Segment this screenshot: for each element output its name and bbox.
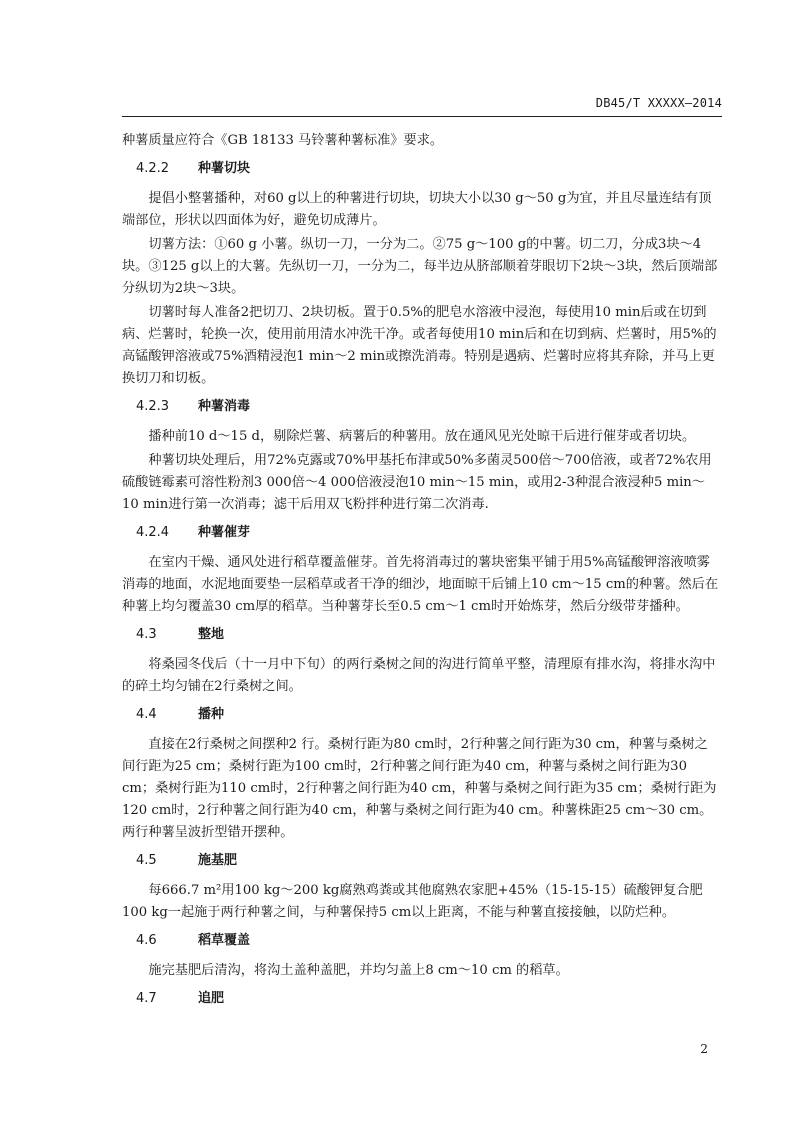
section-number: 4.4 [136, 707, 157, 722]
section-heading [122, 522, 720, 544]
paragraph: 种薯质量应符合《GB 18133 马铃薯种薯标准》要求。 [122, 133, 444, 148]
page-number: 2 [700, 1042, 708, 1056]
section-heading [122, 704, 720, 726]
paragraph: 将桑园冬伐后（十一月中下旬）的两行桑树之间的沟进行简单平整，清理原有排水沟，将排水沟中的碎土均匀铺在2行桑树之间。 [122, 657, 716, 694]
section-number: 4.7 [136, 991, 157, 1006]
section-heading [122, 158, 720, 180]
section-heading [122, 624, 720, 646]
section-title: 种薯消毒 [198, 399, 251, 414]
paragraph: 切薯时每人准备2把切刀、2块切板。置于0.5%的肥皂水溶液中浸泡，每使用10 min后或在切到病、烂薯时，轮换一次，使用前用清水冲洗干净。或者每使用10 min后和在切到病、烂薯时，用5%的高锰酸钾溶液或75%酒精浸泡1 min～2 min或擦洗消毒。特别是遇病、烂薯时应将其弃除，并马上更换切刀和切板。 [122, 305, 717, 386]
section-heading [122, 988, 720, 1010]
paragraph: 播种前10 d～15 d，剔除烂薯、病薯后的种薯用。放在通风见光处晾干后进行催芽或者切块。 [148, 429, 696, 444]
section-title: 整地 [198, 627, 225, 642]
section-number: 4.2.4 [136, 525, 170, 540]
section-number: 4.2.3 [136, 399, 170, 414]
section-title: 稻草覆盖 [198, 933, 251, 948]
document-body [122, 130, 720, 1018]
paragraph: 种薯切块处理后，用72%克露或70%甲基托布津或50%多菌灵500倍～700倍液，或者72%农用硫酸链霉素可溶性粉剂3 000倍～4 000倍液浸泡10 min～15 min，或用2-3种混合液浸种5 min～10 min进行第一次消毒；滤干后用双飞粉拌种进行第二次消毒. [122, 453, 712, 512]
section-title: 种薯切块 [198, 161, 251, 176]
section-number: 4.5 [136, 853, 157, 868]
paragraph: 在室内干燥、通风处进行稻草覆盖催芽。首先将消毒过的薯块密集平铺于用5%高锰酸钾溶液喷雾消毒的地面，水泥地面要垫一层稻草或者干净的细沙，地面晾干后铺上10 cm～15 cm的种薯。然后在种薯上均匀覆盖30 cm厚的稻草。当种薯芽长至0.5 cm～1 cm时开始炼芽，然后分级带芽播种。 [122, 555, 719, 614]
paragraph: 提倡小整薯播种，对60 g以上的种薯进行切块，切块大小以30 g～50 g为宜，并且尽量连结有顶端部位，形状以四面体为好，避免切成薄片。 [122, 191, 712, 228]
section-number: 4.3 [136, 627, 157, 642]
document-header: DB45/T XXXXX—2014 [595, 96, 722, 110]
header-rule [122, 116, 722, 117]
section-heading [122, 396, 720, 418]
section-heading [122, 930, 720, 952]
section-title: 播种 [198, 707, 225, 722]
section-number: 4.6 [136, 933, 157, 948]
paragraph: 施完基肥后清沟，将沟土盖种盖肥，并均匀盖上8 cm～10 cm 的稻草。 [148, 963, 569, 978]
section-title: 追肥 [198, 991, 225, 1006]
paragraph: 切薯方法：①60 g 小薯。纵切一刀，一分为二。②75 g～100 g的中薯。切二刀，分成3块～4块。③125 g以上的大薯。先纵切一刀，一分为二，每半边从脐部顺着芽眼切下2块～3块，然后顶端部分纵切为2块～3块。 [122, 237, 718, 296]
section-number: 4.2.2 [136, 161, 170, 176]
section-title: 施基肥 [198, 853, 238, 868]
paragraph: 每666.7 m²用100 kg～200 kg腐熟鸡粪或其他腐熟农家肥+45%（15-15-15）硫酸钾复合肥100 kg一起施于两行种薯之间，与种薯保持5 cm以上距离，不能与种薯直接接触，以防烂种。 [122, 883, 703, 920]
section-heading [122, 850, 720, 872]
section-title: 种薯催芽 [198, 525, 251, 540]
paragraph: 直接在2行桑树之间摆种2 行。桑树行距为80 cm时，2行种薯之间行距为30 cm，种薯与桑树之间行距为25 cm；桑树行距为100 cm时，2行种薯之间行距为40 cm，种薯与桑树之间行距为30 cm；桑树行距为110 cm时，2行种薯之间行距为40 cm，种薯与桑树之间行距为35 cm；桑树行距为120 cm时，2行种薯之间行距为40 cm，种薯与桑树之间行距为40 cm。种薯株距25 cm～30 cm。两行种薯呈波折型错开摆种。 [122, 737, 717, 840]
